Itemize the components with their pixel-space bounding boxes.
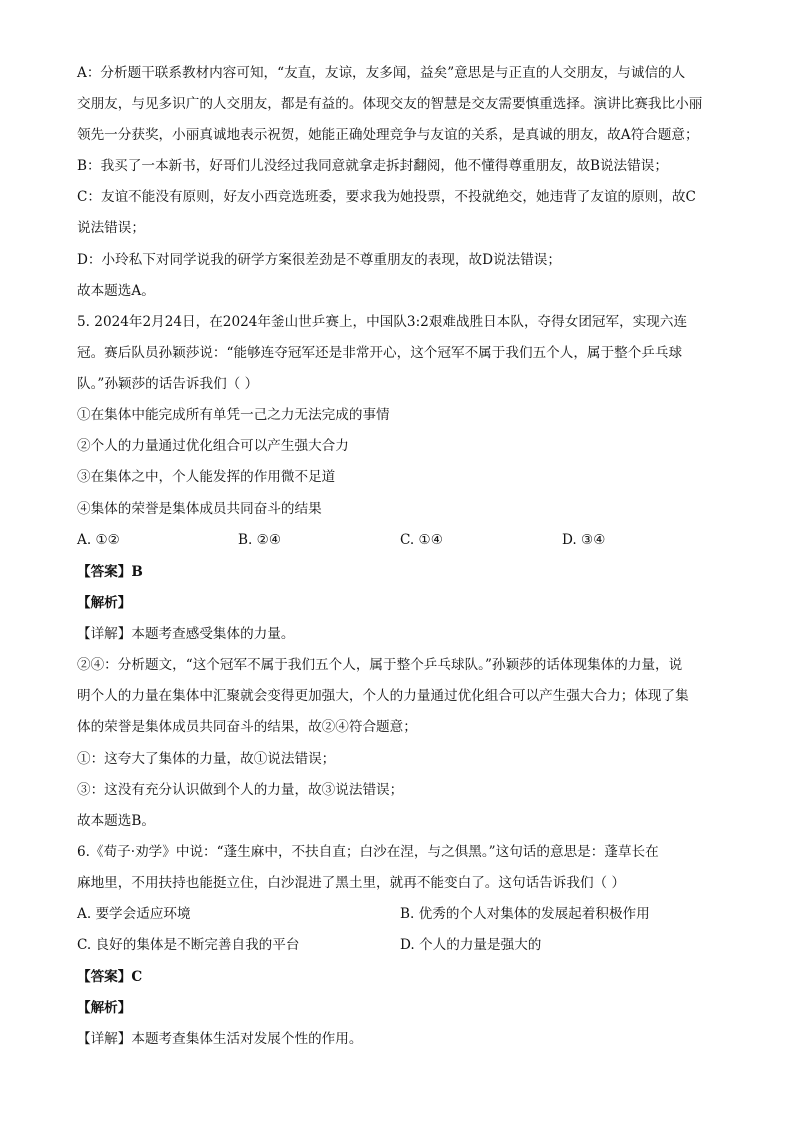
- text-line: C：友谊不能没有原则，好友小西竞选班委，要求我为她投票，不投就绝交，她违背了友谊的原则，故C: [77, 189, 696, 205]
- q6-analysis-heading: 【解析】: [77, 1000, 132, 1016]
- q5-answer: 【答案】B: [77, 564, 143, 580]
- statement-4: ④集体的荣誉是集体成员共同奋斗的结果: [77, 501, 322, 517]
- q5-detail-line: 【详解】本题考查感受集体的力量。: [77, 626, 295, 642]
- q6-option-c: C. 良好的集体是不断完善自我的平台: [77, 937, 300, 953]
- q6-answer: 【答案】C: [77, 969, 143, 985]
- q5-option-c: C. ①④: [400, 532, 443, 548]
- statement-2: ②个人的力量通过优化组合可以产生强大合力: [77, 438, 349, 454]
- text-line: 领先一分获奖，小丽真诚地表示祝贺，她能正确处理竞争与友谊的关系，是真诚的朋友，故A符合题意；: [77, 127, 699, 143]
- text-line: B：我买了一本新书，好哥们儿没经过我同意就拿走拆封翻阅，他不懂得尊重朋友，故B说法错误；: [77, 158, 668, 174]
- q5-option-d: D. ③④: [562, 532, 606, 548]
- q5-detail-line: 故本题选B。: [77, 813, 155, 829]
- q5-option-a: A. ①②: [77, 532, 120, 548]
- q5-analysis-heading: 【解析】: [77, 595, 132, 611]
- text-line: D：小玲私下对同学说我的研学方案很差劲是不尊重朋友的表现，故D说法错误；: [77, 252, 561, 268]
- statement-3: ③在集体之中，个人能发挥的作用微不足道: [77, 469, 336, 485]
- q6-option-a: A. 要学会适应环境: [77, 906, 191, 922]
- question-5-stem: 队。”孙颖莎的话告诉我们（ ）: [77, 376, 259, 392]
- question-5-stem: 5. 2024年2月24日，在2024年釜山世乒赛上，中国队3:2艰难战胜日本队，夺得女团冠军，实现六连: [77, 314, 688, 330]
- question-6-stem: 麻地里，不用扶持也能挺立住，白沙混进了黑土里，就再不能变白了。这句话告诉我们（ ）: [77, 875, 626, 891]
- q6-option-d: D. 个人的力量是强大的: [400, 937, 542, 953]
- text-line: 故本题选A。: [77, 283, 155, 299]
- q6-option-b: B. 优秀的个人对集体的发展起着积极作用: [400, 906, 650, 922]
- question-5-stem: 冠。赛后队员孙颖莎说：“能够连夺冠军还是非常开心，这个冠军不属于我们五个人，属于整个乒乓球: [77, 345, 683, 361]
- q5-option-b: B. ②④: [238, 532, 282, 548]
- q6-detail-line: 【详解】本题考查集体生活对发展个性的作用。: [77, 1031, 363, 1047]
- text-line: 说法错误；: [77, 220, 145, 236]
- q5-detail-line: ②④：分析题文，“这个冠军不属于我们五个人，属于整个乒乓球队。”孙颖莎的话体现集体的力量，说: [77, 657, 683, 673]
- q5-detail-line: ③：这没有充分认识做到个人的力量，故③说法错误；: [77, 782, 404, 798]
- text-line: A：分析题干联系教材内容可知，“友直，友谅，友多闻，益矣”意思是与正直的人交朋友，与诚信的人: [77, 65, 686, 81]
- text-line: 交朋友，与见多识广的人交朋友，都是有益的。体现交友的智慧是交友需要慎重选择。演讲比赛我比小丽: [77, 96, 703, 112]
- statement-1: ①在集体中能完成所有单凭一己之力无法完成的事情: [77, 407, 390, 423]
- q5-detail-line: 体的荣誉是集体成员共同奋斗的结果，故②④符合题意；: [77, 719, 417, 735]
- question-6-stem: 6.《荀子·劝学》中说：“蓬生麻中，不扶自直；白沙在涅，与之俱黑。”这句话的意思是：蓬草长在: [77, 844, 659, 860]
- q5-detail-line: ①：这夸大了集体的力量，故①说法错误；: [77, 751, 336, 767]
- q5-detail-line: 明个人的力量在集体中汇聚就会变得更加强大，个人的力量通过优化组合可以产生强大合力；体现了集: [77, 688, 689, 704]
